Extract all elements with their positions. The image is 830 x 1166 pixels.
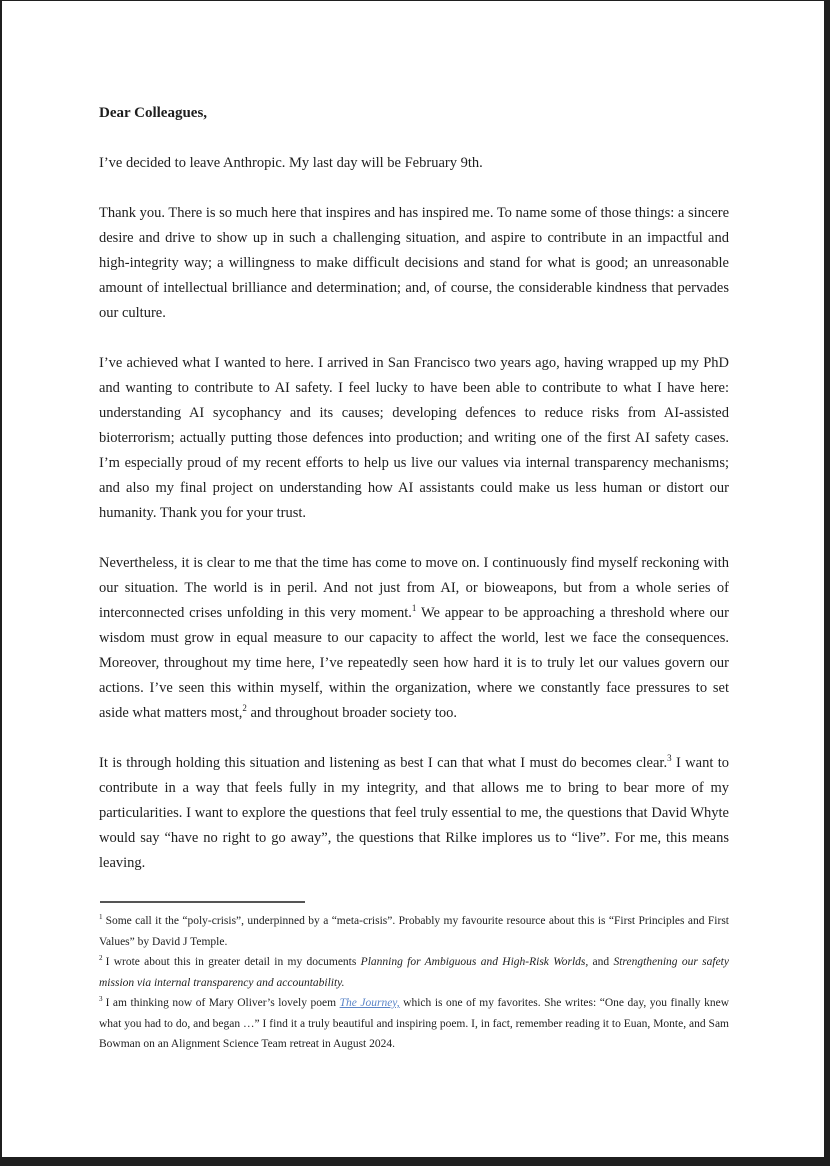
footnote-marker: 3	[99, 995, 103, 1004]
footnote-separator	[100, 901, 305, 903]
paragraph-achievements: I’ve achieved what I wanted to here. I arrived in San Francisco two years ago, having wrapped up my PhD and wanting to contribute to AI safety. I feel lucky to have been able to contribute to what I have here: understanding AI sycophancy and its causes; developing defences to reduce risks from AI-assisted bioterrorism; actually putting those defences into production; and writing one of the first AI safety cases. I’m especially proud of my recent efforts to help us live our values via internal transparency mechanisms; and also my final project on understanding how AI assistants could make us less human or distort our humanity. Thank you for your trust.	[99, 355, 729, 521]
footnote-2	[99, 952, 729, 993]
salutation: Dear Colleagues,	[99, 105, 208, 121]
paragraph-thank-you: Thank you. There is so much here that inspires and has inspired me. To name some of those things: a sincere desire and drive to show up in such a challenging situation, and aspire to contribute in an impactful and high-integrity way; a willingness to make difficult decisions and stand for what is good; an unreasonable amount of intellectual brilliance and determination; and, of course, the considerable kindness that pervades our culture.	[99, 205, 729, 321]
paragraph-conclusion: It is through holding this situation and listening as best I can that what I must do becomes clear.$^3$ I want to contribute in a way that feels fully in my integrity, and that allows me to bring to bear more of my particularities. I want to explore the questions that feel truly essential to me, the questions that David Whyte would say “have no right to go away”, the questions that Rilke implores us to “live”. For me, this means leaving.	[99, 753, 730, 871]
footnote-marker: 1	[99, 913, 103, 922]
footnote-marker: 2	[99, 954, 103, 963]
footnote-reference: 2	[242, 703, 247, 714]
the-journey-link[interactable]: The Journey,	[339, 997, 400, 1009]
footnote-reference: 3	[667, 753, 672, 764]
paragraph-nevertheless: Nevertheless, it is clear to me that the time has come to move on. I continuously find myself reckoning with our situation. The world is in peril. And not just from AI, or bioweapons, but from a whole series of interconnected crises unfolding in this very moment.$^1$ We appear to be approaching a threshold where our wisdom must grow in equal measure to our capacity to affect the world, lest we face the consequences. Moreover, throughout my time here, I’ve repeatedly seen how hard it is to truly let our values govern our actions. I’ve seen this within myself, within the organization, where we constantly face pressures to set aside what matters most,$^2$ and throughout broader society too.	[99, 555, 729, 721]
footnotes-section	[99, 911, 729, 1085]
footnote-1	[99, 911, 729, 952]
footnote-text: I am thinking now of Mary Oliver’s lovely poem The Journey, which is one of my favorites. She writes: “One day, you finally knew what you had to do, and began …” I find it a truly beautiful and inspiring poem. I, in fact, remember reading it to Euan, Monte, and Sam Bowman on an Alignment Science Team retreat in August 2024.	[99, 997, 729, 1050]
document-title-italic: Planning for Ambiguous and High-Risk Worlds,	[360, 956, 589, 968]
letter-content	[2, 1, 824, 1085]
footnote-text: I wrote about this in greater detail in my documents Planning for Ambiguous and High-Risk Worlds, and Strengthening our safety mission via internal transparency and accountability.	[99, 956, 729, 989]
footnote-text: Some call it the “poly-crisis”, underpinned by a “meta-crisis”. Probably my favourite resource about this is “First Principles and First Values” by David J Temple.	[99, 915, 729, 948]
footnote-3	[99, 993, 729, 1055]
letter-page	[2, 1, 824, 1157]
footnote-reference: 1	[411, 603, 417, 614]
document-title-italic: Strengthening our safety mission via internal transparency and accountability.	[99, 956, 729, 989]
paragraph-decision: I’ve decided to leave Anthropic. My last day will be February 9th.	[99, 155, 483, 171]
